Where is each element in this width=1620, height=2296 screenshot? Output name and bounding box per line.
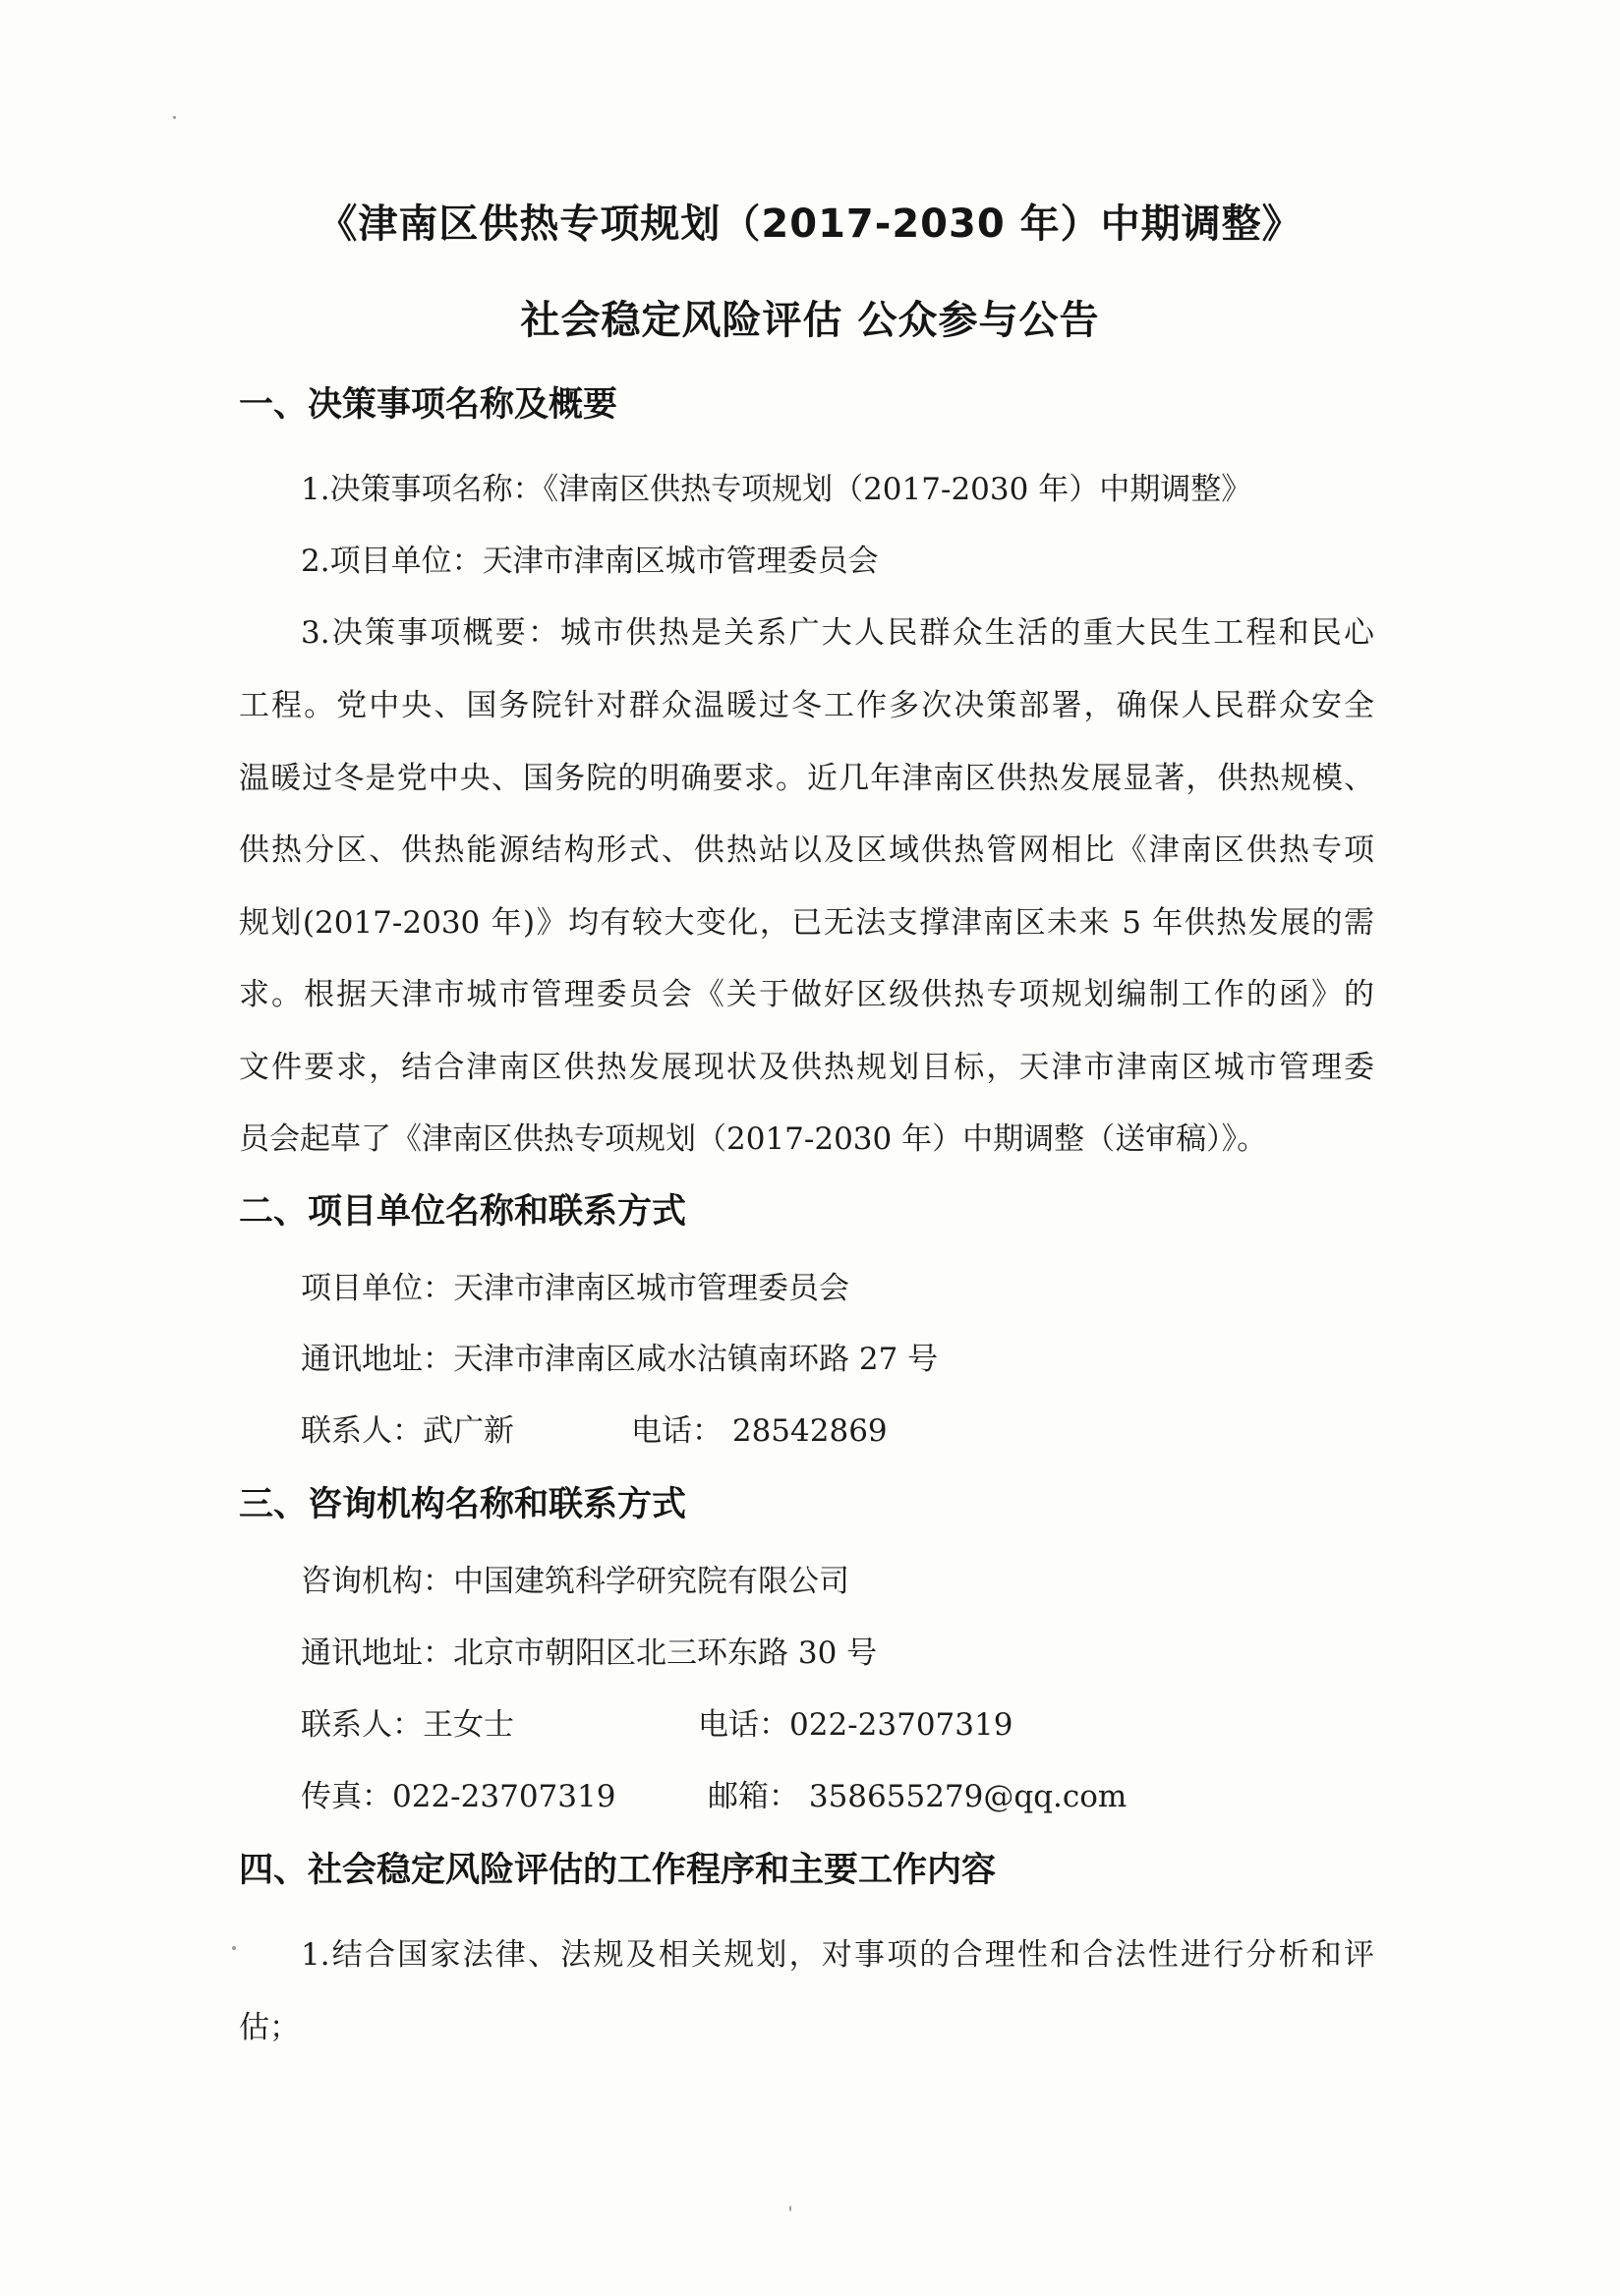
workflow-line: 1.结合国家法律、法规及相关规划，对事项的合理性和合法性进行分析和评 (301, 1937, 1374, 1973)
summary-line: 文件要求，结合津南区供热发展现状及供热规划目标，天津市津南区城市管理委 (239, 1050, 1374, 1085)
consulting-fax: 传真：022-23707319 (301, 1779, 616, 1814)
document-subtitle: 社会稳定风险评估 公众参与公告 (520, 298, 1100, 343)
summary-line: 工程。党中央、国务院针对群众温暖过冬工作多次决策部署，确保人民群众安全 (239, 688, 1374, 723)
project-unit: 2.项目单位：天津市津南区城市管理委员会 (301, 544, 879, 579)
project-unit-name: 项目单位：天津市津南区城市管理委员会 (301, 1271, 849, 1306)
project-unit-phone: 电话： 28542869 (631, 1413, 888, 1449)
summary-line: 3.决策事项概要：城市供热是关系广大人民群众生活的重大民生工程和民心 (301, 615, 1374, 651)
scan-speck (232, 1946, 236, 1950)
consulting-contact: 联系人：王女士 (301, 1707, 514, 1743)
consulting-org: 咨询机构：中国建筑科学研究院有限公司 (301, 1564, 849, 1599)
scan-speck (173, 116, 176, 119)
section2-heading: 二、项目单位名称和联系方式 (239, 1192, 687, 1232)
workflow-line: 估； (239, 2010, 300, 2045)
consulting-phone: 电话：022-23707319 (698, 1707, 1013, 1743)
project-unit-contact: 联系人：武广新 (301, 1413, 514, 1449)
document-title: 《津南区供热专项规划（2017-2030 年）中期调整》 (318, 201, 1302, 247)
summary-line: 温暖过冬是党中央、国务院的明确要求。近几年津南区供热发展显著，供热规模、 (239, 761, 1374, 796)
scan-speck (789, 2206, 791, 2211)
consulting-email: 邮箱： 358655279@qq.com (708, 1779, 1128, 1814)
summary-line: 供热分区、供热能源结构形式、供热站以及区域供热管网相比《津南区供热专项 (239, 832, 1374, 868)
section3-heading: 三、咨询机构名称和联系方式 (239, 1485, 687, 1524)
summary-line: 规划(2017-2030 年)》均有较大变化，已无法支撑津南区未来 5 年供热发展的需 (239, 905, 1374, 941)
summary-line: 求。根据天津市城市管理委员会《关于做好区级供热专项规划编制工作的函》的 (239, 977, 1374, 1012)
section4-heading: 四、社会稳定风险评估的工作程序和主要工作内容 (239, 1851, 997, 1890)
summary-line: 员会起草了《津南区供热专项规划（2017-2030 年）中期调整（送审稿）》。 (239, 1121, 1268, 1157)
consulting-address: 通讯地址：北京市朝阳区北三环东路 30 号 (301, 1636, 878, 1671)
decision-item-name: 1.决策事项名称：《津南区供热专项规划（2017-2030 年）中期调整》 (301, 472, 1252, 507)
section1-heading: 一、决策事项名称及概要 (239, 385, 618, 425)
project-unit-address: 通讯地址：天津市津南区咸水沽镇南环路 27 号 (301, 1342, 939, 1377)
